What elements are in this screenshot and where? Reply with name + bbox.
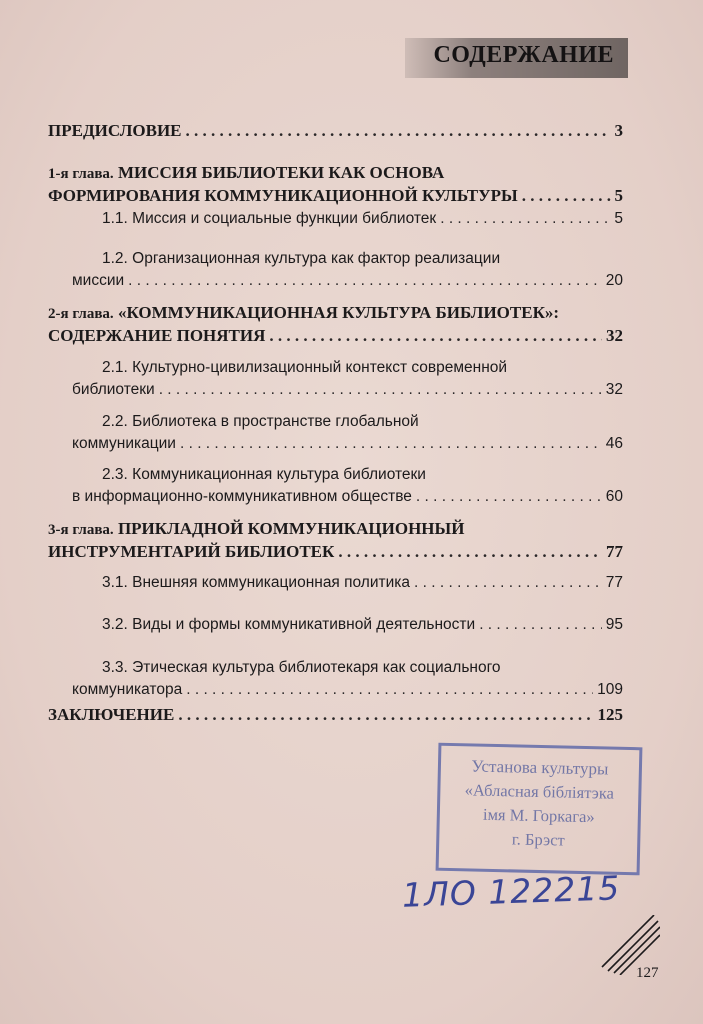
toc-section <box>48 411 623 455</box>
toc-line <box>48 325 623 347</box>
toc-line <box>48 357 623 379</box>
toc-title-text: 3.1. Внешняя коммуникационная политика <box>102 574 411 591</box>
dot-leader <box>522 185 611 207</box>
dot-leader <box>440 208 610 230</box>
stamp-line: імя М. Горкага» <box>482 804 595 827</box>
toc-page-number: 125 <box>597 705 623 724</box>
toc-title-text: 1.1. Миссия и социальные функции библиотек <box>102 210 437 227</box>
toc-line <box>48 518 623 541</box>
toc-page-number: 77 <box>606 542 623 561</box>
dot-leader <box>414 572 602 594</box>
dot-leader <box>178 704 593 726</box>
toc-chapter <box>48 518 623 563</box>
toc-title-text: коммуникатора <box>72 681 183 698</box>
toc-title-text: ПРЕДИСЛОВИЕ <box>48 121 182 140</box>
toc-line <box>48 464 623 486</box>
dot-leader <box>128 270 602 292</box>
toc-chapter <box>48 704 623 726</box>
toc-chapter <box>48 162 623 207</box>
toc-title-text: 2.3. Коммуникационная культура библиотеки <box>102 466 426 483</box>
toc-page-number: 3 <box>614 121 623 140</box>
stamp-line: «Абласная бібліятэка <box>464 780 615 803</box>
toc-line <box>48 486 623 508</box>
toc-section <box>48 248 623 292</box>
toc-page-number: 5 <box>614 210 623 227</box>
toc-page-number: 20 <box>605 272 623 289</box>
toc-page-number: 32 <box>605 381 623 398</box>
toc-line <box>48 433 623 455</box>
toc-section <box>48 464 623 508</box>
toc-line <box>48 411 623 433</box>
header-banner <box>405 38 628 78</box>
toc-title-text: ИНСТРУМЕНТАРИЙ БИБЛИОТЕК <box>48 542 335 561</box>
dot-leader <box>338 541 602 563</box>
toc-title-text: ЗАКЛЮЧЕНИЕ <box>48 705 175 724</box>
dot-leader <box>180 433 602 455</box>
chapter-prefix: 2-я глава. <box>48 306 114 322</box>
toc-line <box>48 614 623 636</box>
dot-leader <box>186 679 593 701</box>
dot-leader <box>416 486 602 508</box>
toc-line <box>48 572 623 594</box>
bleed-through-text <box>42 36 422 52</box>
toc-title-text: коммуникации <box>72 435 176 452</box>
toc-title-text: 2.2. Библиотека в пространстве глобальной <box>102 413 419 430</box>
chapter-prefix: 1-я глава. <box>48 166 114 182</box>
toc-page-number: 32 <box>606 326 623 345</box>
toc-title-text: 3.3. Этическая культура библиотекаря как социального <box>102 659 501 676</box>
toc-line <box>48 704 623 726</box>
toc-line <box>48 379 623 401</box>
toc-line <box>48 248 623 270</box>
toc-section <box>48 208 623 230</box>
chapter-prefix: 3-я глава. <box>48 522 114 538</box>
toc-line <box>48 657 623 679</box>
toc-page-number: 77 <box>605 574 623 591</box>
page-title: СОДЕРЖАНИЕ <box>433 42 614 68</box>
toc-line <box>48 541 623 563</box>
library-stamp <box>436 743 643 876</box>
toc-page-number: 95 <box>605 616 623 633</box>
stamp-line: г. Брэст <box>511 829 565 850</box>
toc-title-text: ФОРМИРОВАНИЯ КОММУНИКАЦИОННОЙ КУЛЬТУРЫ <box>48 186 518 205</box>
dot-leader <box>269 325 602 347</box>
toc-line <box>48 270 623 292</box>
toc-title-text: миссии <box>72 272 125 289</box>
toc-page-number: 109 <box>597 681 623 698</box>
toc-title-text: библиотеки <box>72 381 155 398</box>
toc-line <box>48 120 623 142</box>
stamp-line: Установа культуры <box>471 756 609 779</box>
toc-title-text: «КОММУНИКАЦИОННАЯ КУЛЬТУРА БИБЛИОТЕК»: <box>117 303 560 322</box>
toc-section <box>48 614 623 636</box>
toc-title-text: 2.1. Культурно-цивилизационный контекст современной <box>102 359 508 376</box>
toc-line <box>48 679 623 701</box>
toc-title-text: 3.2. Виды и формы коммуникативной деятельности <box>102 616 476 633</box>
toc-page-number: 46 <box>605 435 623 452</box>
toc-title-text: МИССИЯ БИБЛИОТЕКИ КАК ОСНОВА <box>117 163 445 182</box>
handwritten-inventory-number: 1ЛО 122215 <box>401 868 621 915</box>
toc-line <box>48 162 623 185</box>
toc-page-number: 5 <box>614 186 623 205</box>
toc-section <box>48 357 623 401</box>
toc-line <box>48 302 623 325</box>
toc-title-text: ПРИКЛАДНОЙ КОММУНИКАЦИОННЫЙ <box>117 519 465 538</box>
toc-chapter <box>48 302 623 347</box>
dot-leader <box>479 614 602 636</box>
toc-page-number: 60 <box>605 488 623 505</box>
toc-title-text: 1.2. Организационная культура как фактор реализации <box>102 250 501 267</box>
toc-line <box>48 185 623 207</box>
toc-section <box>48 572 623 594</box>
dot-leader <box>186 120 611 142</box>
toc-line <box>48 208 623 230</box>
toc-chapter <box>48 120 623 142</box>
toc-section <box>48 657 623 701</box>
toc-title-text: в информационно-коммуникативном обществе <box>72 488 412 505</box>
dot-leader <box>159 379 602 401</box>
page-number: 127 <box>636 965 659 981</box>
toc-title-text: СОДЕРЖАНИЕ ПОНЯТИЯ <box>48 326 266 345</box>
